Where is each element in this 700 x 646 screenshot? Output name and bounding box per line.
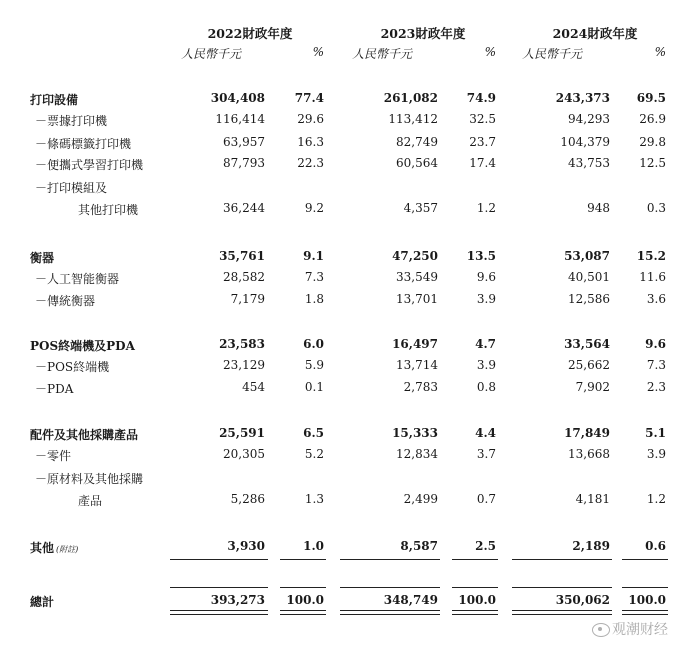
row-label: POS終端機及PDA bbox=[30, 339, 135, 353]
cell-2024-amount: 17,849 bbox=[564, 426, 610, 440]
cell-2023-pct: 32.5 bbox=[469, 112, 496, 126]
row-label: －條碼標籤打印機 bbox=[35, 137, 132, 151]
cell-2024-pct: 9.6 bbox=[645, 337, 666, 351]
row-label: －打印模組及 bbox=[35, 181, 108, 195]
cell-2024-amount: 40,501 bbox=[568, 270, 610, 284]
cell-2023-pct: 17.4 bbox=[469, 156, 496, 170]
cell-2024-amount: 53,087 bbox=[564, 249, 610, 263]
header-unit-2022: 人民幣千元 bbox=[181, 47, 242, 61]
rule-top-total-2024-amount bbox=[512, 587, 612, 588]
row-label: 衡器 bbox=[30, 251, 55, 265]
rule-single-2023-pct bbox=[452, 559, 498, 560]
weibo-icon bbox=[592, 623, 610, 637]
cell-2023-pct: 3.7 bbox=[476, 447, 496, 461]
cell-2022-pct: 6.0 bbox=[303, 337, 324, 351]
cell-2024-pct: 0.6 bbox=[645, 539, 666, 553]
cell-2024-amount: 948 bbox=[587, 201, 610, 215]
cell-2023-pct: 9.6 bbox=[476, 270, 496, 284]
rule-double-2022-pct bbox=[280, 610, 326, 615]
cell-2023-amount: 15,333 bbox=[392, 426, 438, 440]
cell-2023-amount: 113,412 bbox=[388, 112, 438, 126]
row-traditional-scales bbox=[0, 292, 700, 312]
footnote-marker: (附註) bbox=[56, 545, 79, 554]
cell-2022-pct: 77.4 bbox=[294, 91, 324, 105]
watermark-text: 观潮财经 bbox=[612, 622, 668, 638]
cell-2024-amount: 350,062 bbox=[555, 593, 610, 607]
row-label-text: 其他 bbox=[30, 541, 55, 555]
cell-2022-amount: 63,957 bbox=[223, 135, 265, 149]
cell-2022-pct: 9.1 bbox=[303, 249, 324, 263]
header-year-2024: 2024財政年度 bbox=[552, 26, 638, 41]
header-year-2022: 2022財政年度 bbox=[207, 26, 293, 41]
cell-2022-amount: 35,761 bbox=[219, 249, 265, 263]
rule-double-2023-pct bbox=[452, 610, 498, 615]
cell-2024-amount: 4,181 bbox=[575, 492, 610, 506]
rule-single-2024-amount bbox=[512, 559, 612, 560]
rule-single-2022-amount bbox=[170, 559, 268, 560]
cell-2024-amount: 43,753 bbox=[568, 156, 610, 170]
row-label: －票據打印機 bbox=[35, 114, 108, 128]
cell-2022-amount: 116,414 bbox=[215, 112, 265, 126]
cell-2024-amount: 13,668 bbox=[568, 447, 610, 461]
cell-2022-amount: 23,583 bbox=[219, 337, 265, 351]
row-pda bbox=[0, 380, 700, 400]
rule-top-total-2023-amount bbox=[340, 587, 440, 588]
cell-2023-amount: 2,783 bbox=[403, 380, 438, 394]
cell-2022-amount: 23,129 bbox=[223, 358, 265, 372]
rule-single-2023-amount bbox=[340, 559, 440, 560]
row-ai-scales bbox=[0, 270, 700, 290]
cell-2022-amount: 5,286 bbox=[230, 492, 265, 506]
header-year-2023: 2023財政年度 bbox=[380, 26, 466, 41]
cell-2024-pct: 26.9 bbox=[639, 112, 666, 126]
cell-2022-amount: 393,273 bbox=[210, 593, 265, 607]
row-barcode-printer bbox=[0, 135, 700, 155]
cell-2022-amount: 87,793 bbox=[223, 156, 265, 170]
cell-2023-pct: 1.2 bbox=[476, 201, 496, 215]
cell-2023-amount: 8,587 bbox=[400, 539, 438, 553]
rule-double-2024-amount bbox=[512, 610, 612, 615]
row-label: －原材料及其他採購 bbox=[35, 472, 144, 486]
cell-2023-amount: 60,564 bbox=[396, 156, 438, 170]
cell-2023-pct: 2.5 bbox=[475, 539, 496, 553]
cell-2022-pct: 6.5 bbox=[303, 426, 324, 440]
header-pct-2023: % bbox=[484, 45, 496, 59]
row-printing-equipment bbox=[0, 91, 700, 111]
header-unit-2023: 人民幣千元 bbox=[352, 47, 413, 61]
cell-2022-amount: 36,244 bbox=[223, 201, 265, 215]
row-raw-materials-label bbox=[0, 470, 700, 490]
cell-2024-pct: 3.6 bbox=[646, 292, 666, 306]
cell-2022-amount: 20,305 bbox=[223, 447, 265, 461]
cell-2022-pct: 5.9 bbox=[304, 358, 324, 372]
cell-2024-amount: 243,373 bbox=[555, 91, 610, 105]
cell-2024-amount: 12,586 bbox=[568, 292, 610, 306]
header-pct-2022: % bbox=[312, 45, 324, 59]
rule-single-2024-pct bbox=[622, 559, 668, 560]
row-pos-pda bbox=[0, 337, 700, 357]
cell-2023-pct: 23.7 bbox=[469, 135, 496, 149]
cell-2022-pct: 1.8 bbox=[304, 292, 324, 306]
cell-2022-pct: 1.3 bbox=[304, 492, 324, 506]
row-label bbox=[30, 539, 78, 556]
cell-2023-amount: 82,749 bbox=[396, 135, 438, 149]
row-parts bbox=[0, 447, 700, 467]
header-pct-2024: % bbox=[654, 45, 666, 59]
cell-2023-pct: 4.7 bbox=[475, 337, 496, 351]
cell-2024-pct: 5.1 bbox=[645, 426, 666, 440]
cell-2024-pct: 11.6 bbox=[639, 270, 666, 284]
row-label: 其他打印機 bbox=[78, 203, 139, 217]
cell-2022-amount: 304,408 bbox=[210, 91, 265, 105]
row-others bbox=[0, 539, 700, 559]
row-pos-terminal bbox=[0, 358, 700, 378]
row-portable-learning-printer bbox=[0, 156, 700, 176]
cell-2023-amount: 4,357 bbox=[403, 201, 438, 215]
rule-top-total-2022-pct bbox=[280, 587, 326, 588]
cell-2024-pct: 69.5 bbox=[636, 91, 666, 105]
row-label: 打印設備 bbox=[30, 93, 79, 107]
header-unit-2024: 人民幣千元 bbox=[522, 47, 583, 61]
cell-2022-amount: 3,930 bbox=[227, 539, 265, 553]
row-accessories bbox=[0, 426, 700, 446]
cell-2024-amount: 7,902 bbox=[575, 380, 610, 394]
cell-2023-amount: 2,499 bbox=[403, 492, 438, 506]
cell-2022-pct: 1.0 bbox=[303, 539, 324, 553]
cell-2023-amount: 13,714 bbox=[396, 358, 438, 372]
row-label: －零件 bbox=[35, 449, 72, 463]
row-print-module-label bbox=[0, 179, 700, 199]
rule-top-total-2023-pct bbox=[452, 587, 498, 588]
rule-double-2024-pct bbox=[622, 610, 668, 615]
cell-2022-amount: 454 bbox=[242, 380, 265, 394]
cell-2023-pct: 4.4 bbox=[475, 426, 496, 440]
row-scales bbox=[0, 249, 700, 269]
cell-2023-pct: 100.0 bbox=[458, 593, 496, 607]
cell-2023-amount: 16,497 bbox=[392, 337, 438, 351]
cell-2024-pct: 2.3 bbox=[646, 380, 666, 394]
cell-2022-amount: 7,179 bbox=[230, 292, 265, 306]
cell-2024-amount: 104,379 bbox=[560, 135, 610, 149]
row-label: －POS終端機 bbox=[35, 360, 110, 374]
cell-2024-pct: 15.2 bbox=[636, 249, 666, 263]
cell-2024-pct: 100.0 bbox=[628, 593, 666, 607]
cell-2023-amount: 261,082 bbox=[383, 91, 438, 105]
cell-2022-pct: 9.2 bbox=[304, 201, 324, 215]
cell-2022-pct: 22.3 bbox=[297, 156, 324, 170]
row-label: －人工智能衡器 bbox=[35, 272, 120, 286]
cell-2024-amount: 33,564 bbox=[564, 337, 610, 351]
cell-2023-pct: 13.5 bbox=[466, 249, 496, 263]
rule-double-2023-amount bbox=[340, 610, 440, 615]
cell-2023-pct: 3.9 bbox=[476, 358, 496, 372]
cell-2024-pct: 29.8 bbox=[639, 135, 666, 149]
row-label: 產品 bbox=[78, 494, 103, 508]
cell-2024-amount: 94,293 bbox=[568, 112, 610, 126]
cell-2022-pct: 7.3 bbox=[304, 270, 324, 284]
cell-2023-amount: 348,749 bbox=[383, 593, 438, 607]
cell-2024-pct: 12.5 bbox=[639, 156, 666, 170]
cell-2023-pct: 3.9 bbox=[476, 292, 496, 306]
cell-2022-pct: 16.3 bbox=[297, 135, 324, 149]
row-label: 配件及其他採購產品 bbox=[30, 428, 139, 442]
row-label: 總計 bbox=[30, 595, 55, 609]
cell-2022-pct: 0.1 bbox=[304, 380, 324, 394]
cell-2024-pct: 7.3 bbox=[646, 358, 666, 372]
watermark bbox=[592, 619, 668, 639]
row-label: －便攜式學習打印機 bbox=[35, 158, 144, 172]
row-label: －PDA bbox=[35, 382, 74, 396]
cell-2022-pct: 29.6 bbox=[297, 112, 324, 126]
cell-2022-amount: 28,582 bbox=[223, 270, 265, 284]
cell-2023-pct: 74.9 bbox=[466, 91, 496, 105]
cell-2023-amount: 13,701 bbox=[396, 292, 438, 306]
cell-2024-amount: 2,189 bbox=[572, 539, 610, 553]
cell-2024-amount: 25,662 bbox=[568, 358, 610, 372]
row-other-printers bbox=[0, 201, 700, 221]
cell-2022-pct: 100.0 bbox=[286, 593, 324, 607]
cell-2023-amount: 33,549 bbox=[396, 270, 438, 284]
rule-top-total-2022-amount bbox=[170, 587, 268, 588]
cell-2023-amount: 47,250 bbox=[392, 249, 438, 263]
rule-single-2022-pct bbox=[280, 559, 326, 560]
cell-2023-amount: 12,834 bbox=[396, 447, 438, 461]
rule-double-2022-amount bbox=[170, 610, 268, 615]
cell-2023-pct: 0.8 bbox=[476, 380, 496, 394]
cell-2023-pct: 0.7 bbox=[476, 492, 496, 506]
cell-2022-pct: 5.2 bbox=[304, 447, 324, 461]
rule-top-total-2024-pct bbox=[622, 587, 668, 588]
cell-2024-pct: 1.2 bbox=[646, 492, 666, 506]
cell-2024-pct: 3.9 bbox=[646, 447, 666, 461]
row-receipt-printer bbox=[0, 112, 700, 132]
row-purchased-products bbox=[0, 492, 700, 512]
cell-2024-pct: 0.3 bbox=[646, 201, 666, 215]
cell-2022-amount: 25,591 bbox=[219, 426, 265, 440]
row-label: －傳統衡器 bbox=[35, 294, 96, 308]
